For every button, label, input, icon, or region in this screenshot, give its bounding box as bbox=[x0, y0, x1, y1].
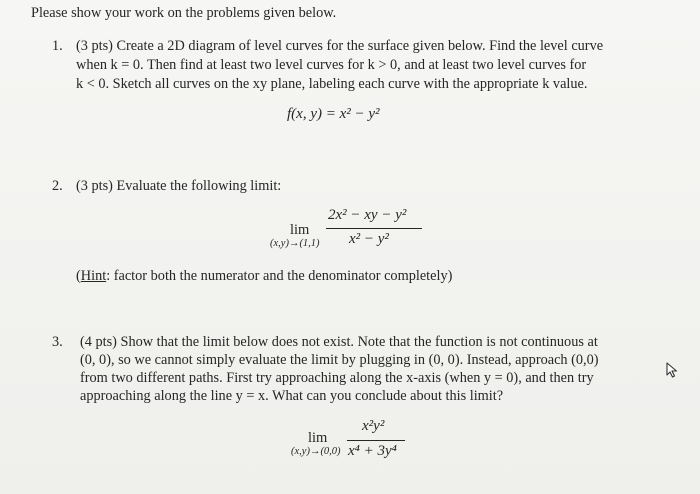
problem-3-fraction-bar bbox=[347, 440, 405, 441]
hint-label: Hint bbox=[80, 268, 107, 284]
problem-3-number: 3. bbox=[52, 334, 63, 350]
problem-2-numerator: 2x² − xy − y² bbox=[328, 207, 407, 223]
problem-3-line-4: approaching along the line y = x. What can you conclude about this limit? bbox=[80, 388, 504, 404]
problem-3-line-1: (4 pts) Show that the limit below does not exist. Note that the function is not continuous at bbox=[80, 334, 598, 350]
mouse-pointer-icon bbox=[666, 362, 680, 378]
problem-2-line-1: (3 pts) Evaluate the following limit: bbox=[76, 178, 282, 194]
problem-3-lim-word: lim bbox=[308, 430, 328, 446]
problem-2-number: 2. bbox=[52, 178, 63, 194]
problem-1-line-1: (3 pts) Create a 2D diagram of level curves for the surface given below. Find the level curve bbox=[76, 38, 604, 54]
problem-2-fraction-bar bbox=[326, 228, 422, 229]
hint-open-paren: ( bbox=[76, 268, 81, 284]
problem-2-hint bbox=[76, 268, 452, 285]
problem-3-numerator: x²y² bbox=[362, 418, 385, 434]
problem-2-denominator: x² − y² bbox=[349, 231, 389, 247]
problem-3-denominator: x⁴ + 3y⁴ bbox=[348, 443, 397, 459]
problem-2-lim-subscript: (x,y)→(1,1) bbox=[270, 238, 320, 249]
problem-1-number: 1. bbox=[52, 38, 63, 54]
problem-3-line-2: (0, 0), so we cannot simply evaluate the limit by plugging in (0, 0). Instead, approach (0,0) bbox=[80, 352, 599, 368]
problem-2-lim-word: lim bbox=[290, 222, 310, 238]
problem-1-formula: f(x, y) = x² − y² bbox=[287, 106, 380, 122]
problem-3-line-3: from two different paths. First try approaching along the x-axis (when y = 0), and then try bbox=[80, 370, 594, 386]
problem-3-lim-subscript: (x,y)→(0,0) bbox=[291, 446, 341, 457]
hint-text: : factor both the numerator and the denominator completely) bbox=[106, 268, 453, 284]
problem-1-line-3: k < 0. Sketch all curves on the xy plane, labeling each curve with the appropriate k value. bbox=[76, 76, 588, 92]
problem-1-line-2: when k = 0. Then find at least two level curves for k > 0, and at least two level curves for bbox=[76, 57, 587, 73]
intro-text: Please show your work on the problems given below. bbox=[31, 5, 337, 21]
